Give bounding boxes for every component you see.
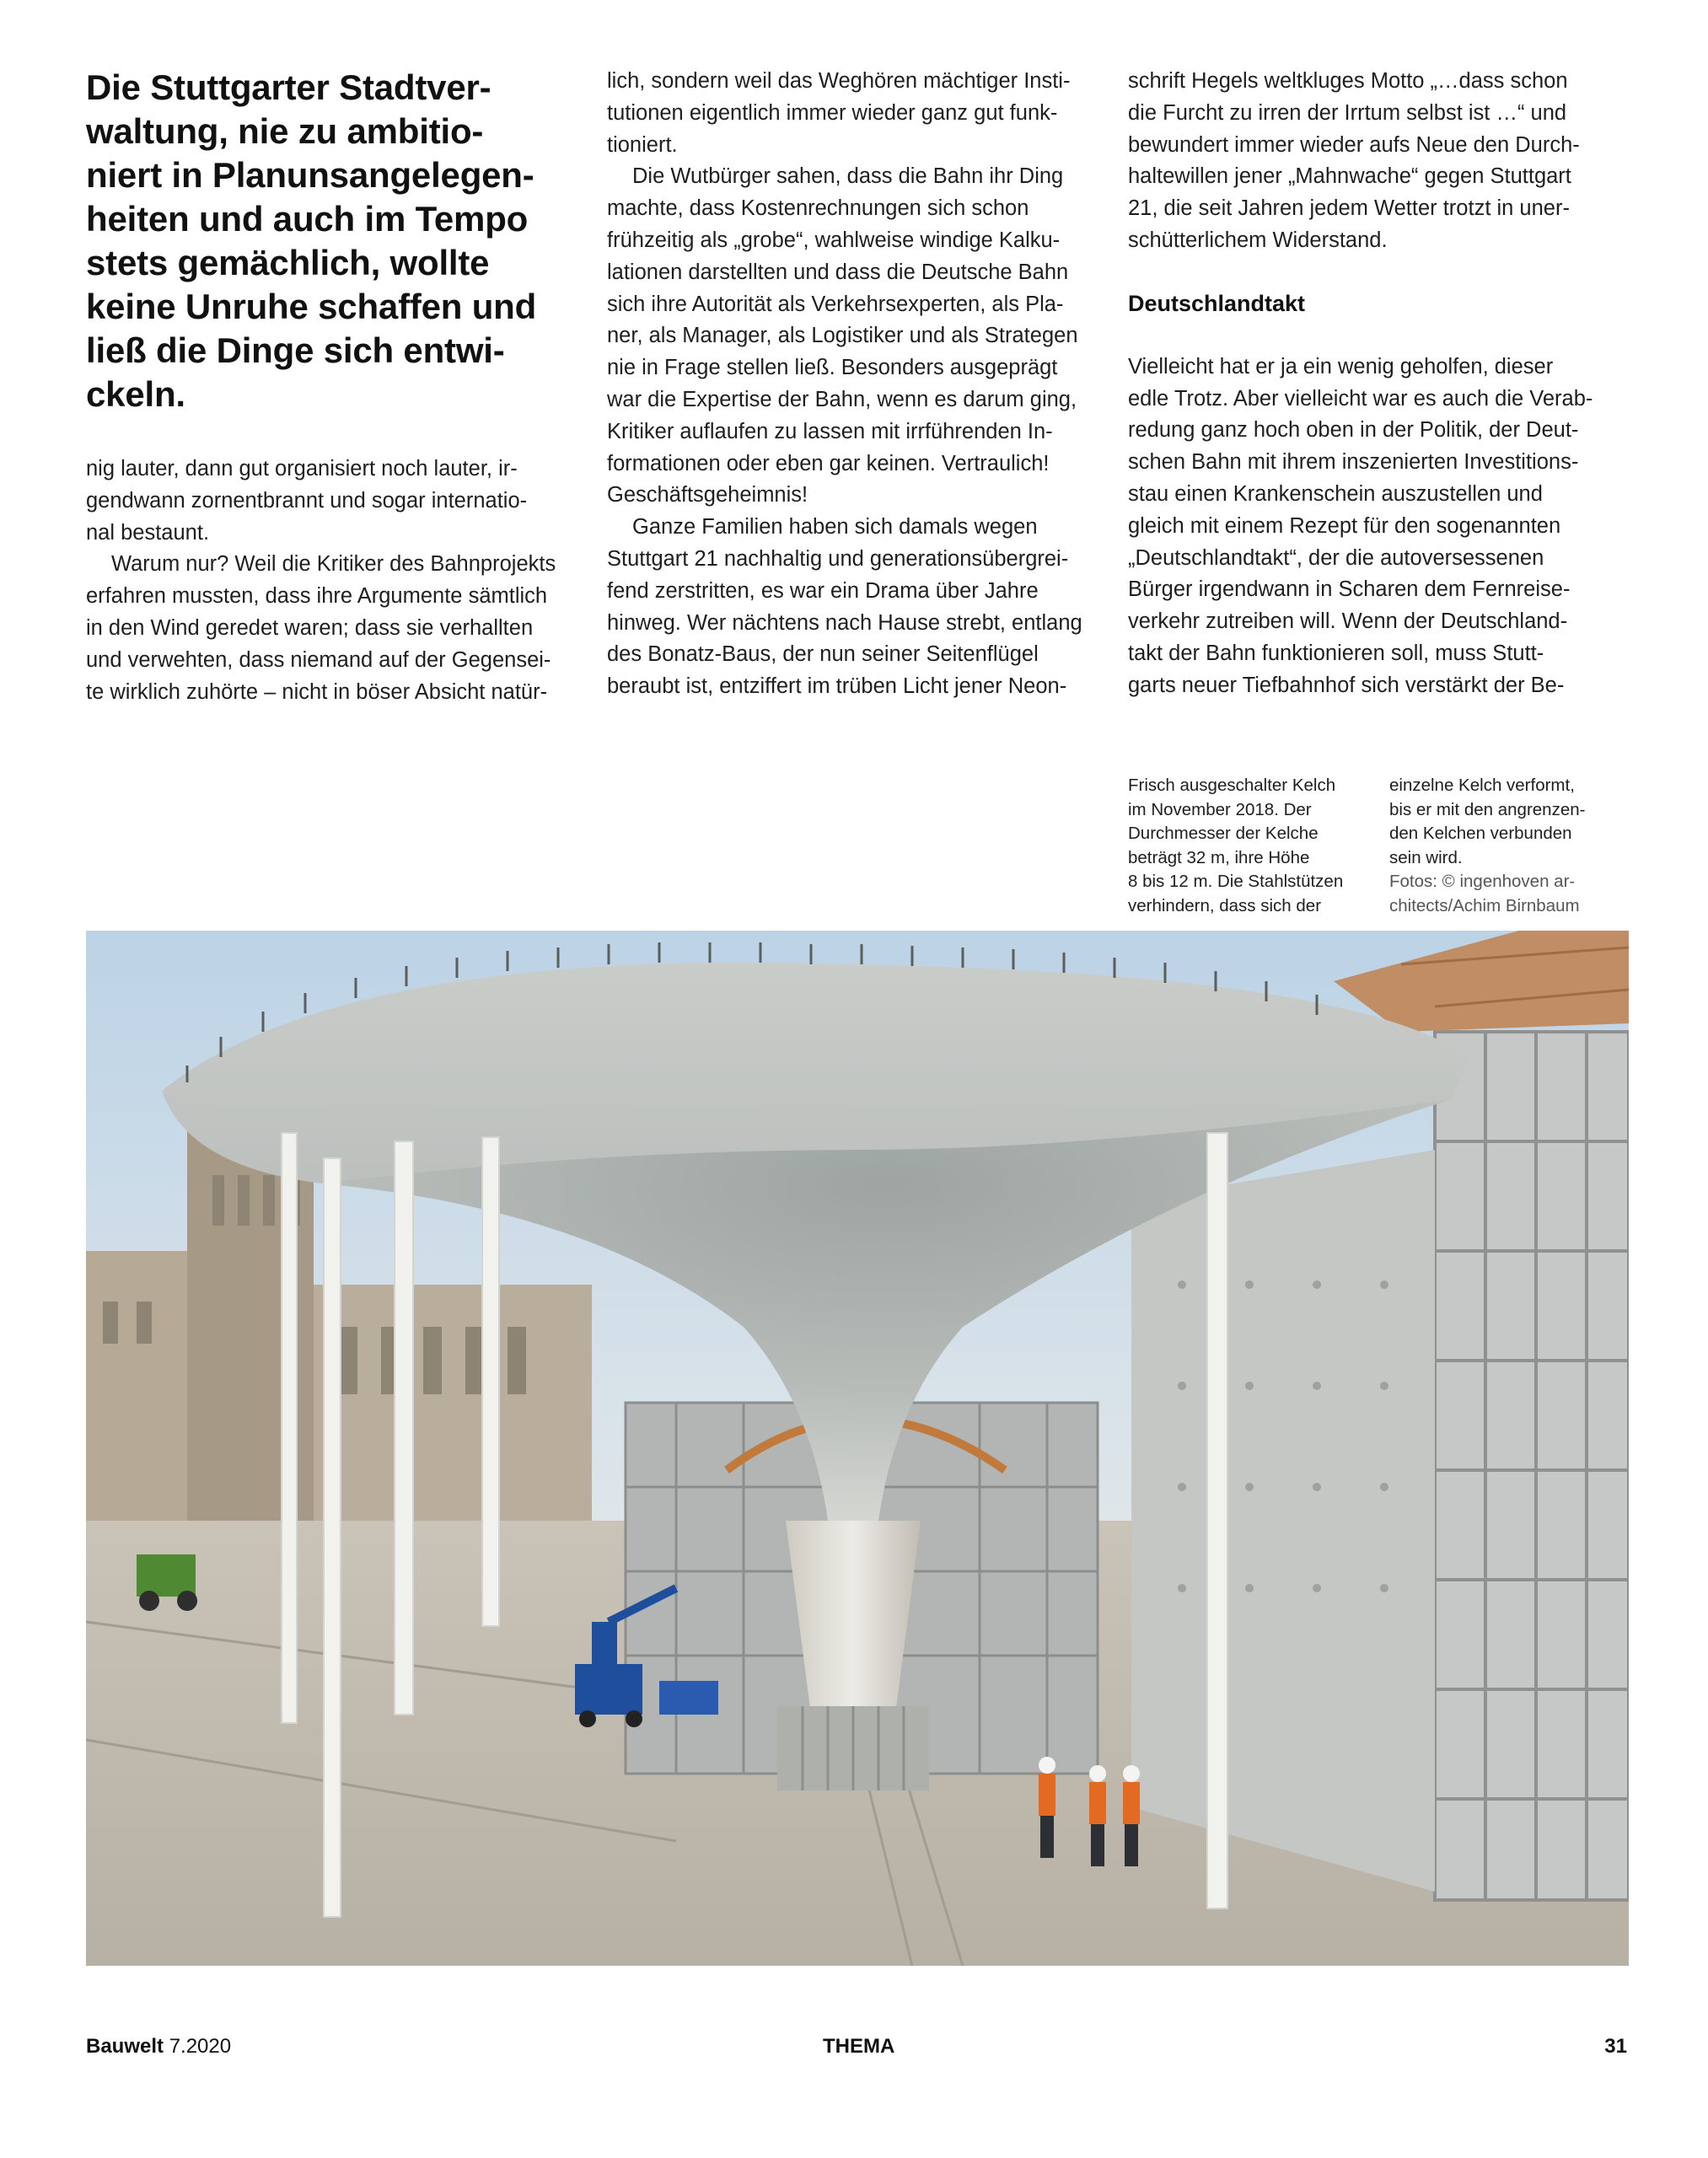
text-line: die Furcht zu irren der Irrtum selbst ist …“ und <box>1128 100 1567 125</box>
credit-line: chitects/Achim Birnbaum <box>1389 895 1580 915</box>
caption-line: beträgt 32 m, ihre Höhe <box>1128 847 1310 867</box>
credit-line: Fotos: © ingenhoven ar- <box>1389 872 1576 892</box>
footer-issue <box>86 2034 231 2059</box>
issue-number: 7.2020 <box>169 2035 232 2058</box>
caption-line: einzelne Kelch verformt, <box>1389 776 1575 795</box>
text-line: lich, sondern weil das Weghören mächtiger Insti- <box>607 69 1071 93</box>
text-line: takt der Bahn funktionieren soll, muss Stutt- <box>1128 641 1544 665</box>
text-line: tutionen eigentlich immer wieder ganz gut funk- <box>607 100 1058 125</box>
pullquote-line: heiten und auch im Tempo <box>86 199 529 239</box>
pullquote-line: ließ die Dinge sich entwi- <box>86 330 505 370</box>
text-line: hinweg. Wer nächtens nach Hause strebt, entlang <box>607 610 1082 635</box>
caption-line: sein wird. <box>1389 847 1463 867</box>
pullquote-line: Die Stuttgarter Stadtver- <box>86 67 491 107</box>
caption-line: 8 bis 12 m. Die Stahlstützen <box>1128 872 1344 892</box>
caption-line: Frisch ausgeschalter Kelch <box>1128 776 1336 795</box>
text-line: erfahren mussten, dass ihre Argumente sämtlich <box>86 584 548 609</box>
text-line: edle Trotz. Aber vielleicht war es auch die Verab- <box>1128 386 1593 411</box>
paragraph <box>607 512 1104 703</box>
page-number: 31 <box>1604 2035 1627 2058</box>
pullquote-line: stets gemächlich, wollte <box>86 243 490 282</box>
text-line: Geschäftsgeheimnis! <box>607 483 808 507</box>
text-line: des Bonatz-Baus, der nun seiner Seitenflügel <box>607 642 1039 667</box>
construction-photo <box>86 931 1629 1966</box>
text-line: Kritiker auflaufen zu lassen mit irrführenden In- <box>607 419 1053 443</box>
caption-line: Durchmesser der Kelche <box>1128 824 1319 844</box>
text-line: ner, als Manager, als Logistiker und als Strategen <box>607 324 1078 348</box>
text-column-1 <box>86 66 592 708</box>
photo-caption-part-1 <box>1128 774 1372 919</box>
text-line: haltewillen jener „Mahnwache“ gegen Stuttgart <box>1128 164 1571 189</box>
paragraph <box>1128 352 1625 702</box>
text-line: 21, die seit Jahren jedem Wetter trotzt in uner- <box>1128 196 1570 221</box>
photo-credit <box>1389 872 1580 915</box>
text-line: nal bestaunt. <box>86 520 210 545</box>
text-column-2 <box>607 66 1104 703</box>
paragraph <box>86 454 592 549</box>
text-line: Bürger irgendwann in Scharen dem Fernreise- <box>1128 577 1571 602</box>
text-line: Die Wutbürger sahen, dass die Bahn ihr Ding <box>632 164 1064 189</box>
pullquote-line: niert in Planunsangelegen- <box>86 155 534 195</box>
section-label: THEMA <box>823 2035 895 2058</box>
text-line: beraubt ist, entziffert im trüben Licht jener Neon- <box>607 674 1067 699</box>
text-line: gendwann zornentbrannt und sogar internatio- <box>86 488 528 513</box>
text-line: garts neuer Tiefbahnhof sich verstärkt der Be- <box>1128 673 1565 697</box>
text-line: war die Expertise der Bahn, wenn es darum ging, <box>607 387 1077 411</box>
paragraph <box>607 66 1104 161</box>
text-column-3 <box>1128 66 1625 702</box>
pullquote-line: keine Unruhe schaffen und <box>86 287 537 326</box>
caption-line: bis er mit den angrenzen- <box>1389 799 1586 819</box>
text-line: und verwehten, dass niemand auf der Gegensei- <box>86 647 551 672</box>
pullquote-line: ckeln. <box>86 374 185 414</box>
text-line: lationen darstellten und dass die Deutsche Bahn <box>607 260 1069 284</box>
magazine-name: Bauwelt <box>86 2035 164 2058</box>
text-line: schen Bahn mit ihrem inszenierten Investitions- <box>1128 450 1579 475</box>
text-line: nie in Frage stellen ließ. Besonders ausgeprägt <box>607 356 1058 380</box>
text-line: Warum nur? Weil die Kritiker des Bahnprojekts <box>111 552 556 577</box>
text-line: tioniert. <box>607 132 678 157</box>
text-line: frühzeitig als „grobe“, wahlweise windige Kalku- <box>607 228 1061 252</box>
text-line: gleich mit einem Rezept für den sogenannten <box>1128 513 1561 538</box>
text-line: machte, dass Kostenrechnungen sich schon <box>607 196 1029 221</box>
text-line: nig lauter, dann gut organisiert noch lauter, ir- <box>86 457 518 480</box>
text-line: „Deutschlandtakt“, der die autoversessenen <box>1128 545 1544 570</box>
caption-line: im November 2018. Der <box>1128 799 1312 819</box>
text-line: stau einen Krankenschein auszustellen und <box>1128 481 1543 506</box>
text-line: schütterlichem Widerstand. <box>1128 228 1388 252</box>
section-subheading: Deutschlandtakt <box>1128 290 1306 316</box>
text-line: formationen oder eben gar keinen. Vertraulich! <box>607 451 1050 475</box>
text-line: Stuttgart 21 nachhaltig und generationsübergrei- <box>607 546 1069 571</box>
caption-line: verhindern, dass sich der <box>1128 895 1322 915</box>
text-line: redung ganz hoch oben in der Politik, der Deut- <box>1128 418 1579 443</box>
text-line: in den Wind geredet waren; dass sie verhallten <box>86 615 534 640</box>
text-line: fend zerstritten, es war ein Drama über Jahre <box>607 578 1039 603</box>
text-line: bewundert immer wieder aufs Neue den Durch- <box>1128 132 1580 157</box>
text-line: Vielleicht hat er ja ein wenig geholfen, dieser <box>1128 354 1554 378</box>
text-line: Ganze Familien haben sich damals wegen <box>632 515 1038 540</box>
pull-quote <box>86 66 592 416</box>
paragraph <box>607 161 1104 512</box>
text-line: te wirklich zuhörte – nicht in böser Absicht natür- <box>86 679 548 704</box>
paragraph <box>1128 66 1625 257</box>
text-line: schrift Hegels weltkluges Motto „…dass schon <box>1128 69 1568 93</box>
text-line: verkehr zutreiben will. Wenn der Deutschland- <box>1128 609 1568 634</box>
text-line: sich ihre Autorität als Verkehrsexperten, als Pla- <box>607 292 1064 316</box>
pullquote-line: waltung, nie zu ambitio- <box>86 111 484 151</box>
caption-line: den Kelchen verbunden <box>1389 824 1572 844</box>
paragraph <box>86 549 592 708</box>
photo-caption-part-2 <box>1389 774 1634 919</box>
construction-photo-illustration <box>86 931 1629 1966</box>
